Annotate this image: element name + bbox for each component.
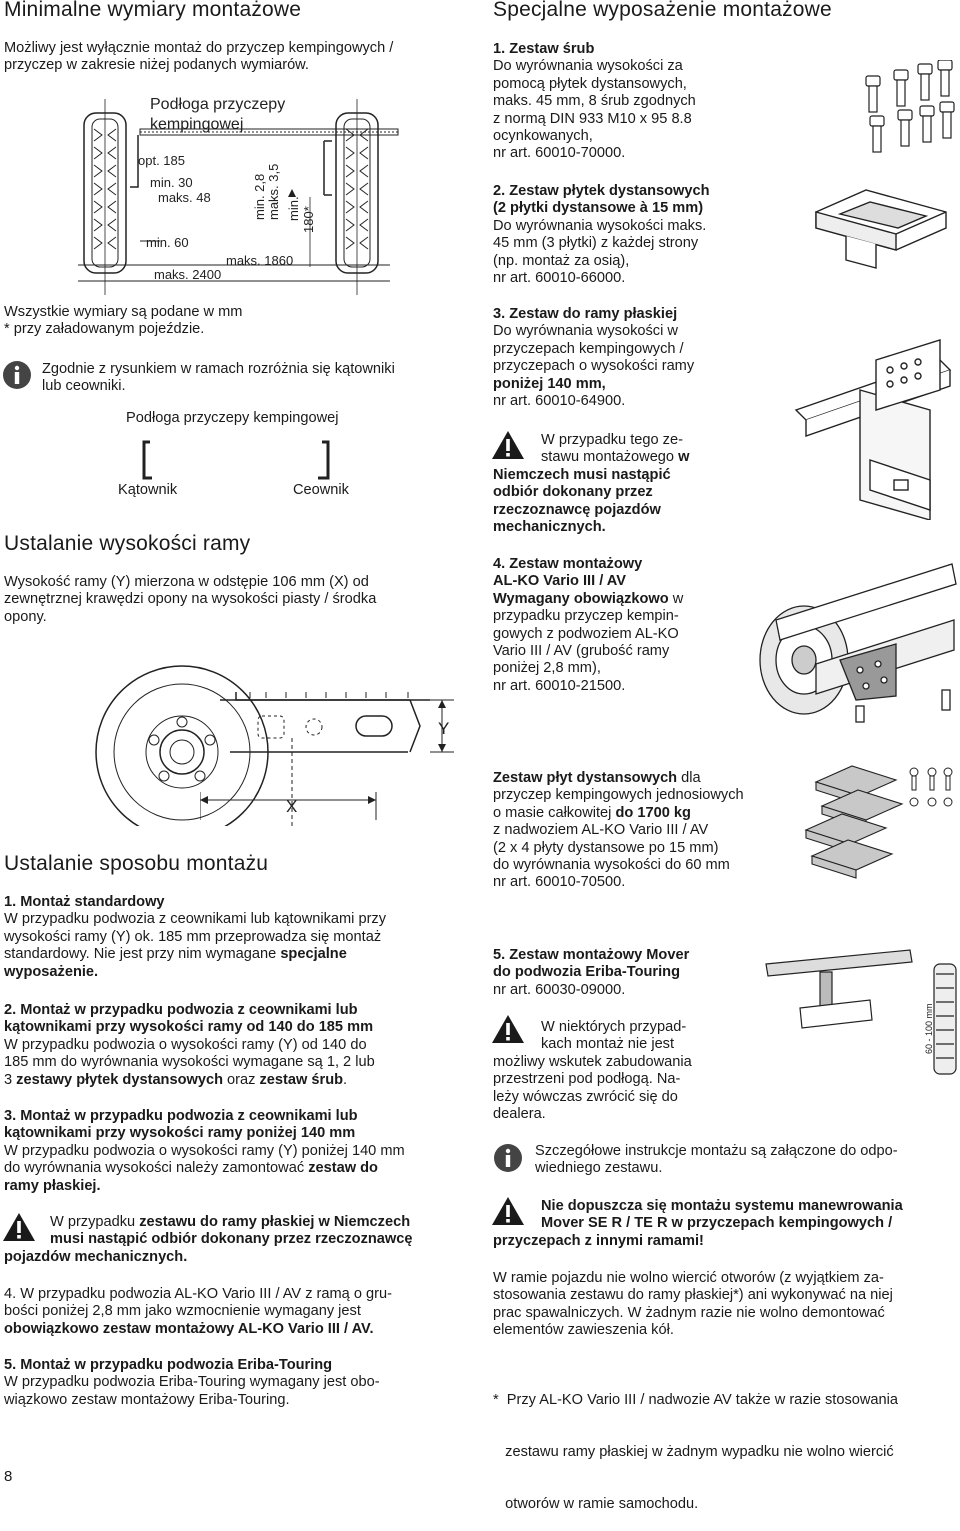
item-title: 5. Montaż w przypadku podwozia Eriba-Touring xyxy=(4,1357,333,1373)
text-part-bold: zestaw śrub xyxy=(259,1071,344,1088)
range-label: 60 - 100 mm xyxy=(924,1003,934,1054)
text-line: Do wyrównania wysokości za xyxy=(493,58,683,75)
text-line xyxy=(4,946,386,963)
item-title: 4. Zestaw montażowy xyxy=(493,556,643,572)
text-line: Mover SE R / TE R w przyczepach kempingowych / xyxy=(541,1215,893,1232)
text-line xyxy=(493,805,744,822)
text-line: maks. 45 mm, 8 śrub zgodnych xyxy=(493,93,696,110)
text-line: Niemczech musi nastąpić xyxy=(493,466,671,483)
text-line: z normą DIN 933 M10 x 95 8.8 xyxy=(493,110,692,127)
text-line: pomocą płytek dystansowych, xyxy=(493,75,687,92)
text-part: do wyrównania wysokości należy zamontować xyxy=(4,1160,309,1177)
item-title: do podwozia Eriba-Touring xyxy=(493,964,680,981)
dim-label: min. 2,8 xyxy=(252,173,267,220)
mounting-method-5 xyxy=(4,1357,380,1409)
text-part: oraz xyxy=(223,1071,260,1088)
warning-mover-kit xyxy=(493,1019,692,1123)
equipment-item-3 xyxy=(493,306,694,410)
item-title: 5. Zestaw montażowy Mover xyxy=(493,947,690,963)
info-icon xyxy=(2,360,32,390)
text-line: 4. W przypadku podwozia AL-KO Vario III / AV z ramą o gru- xyxy=(4,1286,392,1302)
warning-mover-frames xyxy=(493,1198,903,1250)
floor-label: Podłoga przyczepy xyxy=(150,96,286,113)
item-title: kątownikami przy wysokości ramy od 140 do 185 mm xyxy=(4,1019,374,1036)
info-line: Zgodnie z rysunkiem w ramach rozróżnia się kątowniki xyxy=(42,361,395,377)
mover-kit-illustration xyxy=(760,944,958,1076)
item-title: AL-KO Vario III / AV xyxy=(493,573,626,590)
text-line: nr art. 60010-70500. xyxy=(493,874,626,891)
text-line: bości poniżej 2,8 mm jako wzmocnienie wymagany jest xyxy=(4,1303,361,1320)
dimensions-diagram xyxy=(70,85,400,295)
text-line xyxy=(4,1214,413,1231)
text-line: * Przy AL-KO Vario III / nadwozie AV także w razie stosowania xyxy=(493,1391,899,1408)
text-line: mechanicznych. xyxy=(493,519,606,536)
text-line xyxy=(4,1072,375,1089)
vario-kit-illustration xyxy=(756,560,958,730)
text-line: otworów w ramie samochodu. xyxy=(493,1496,699,1513)
text-line: prac spawalniczych. W żadnym razie nie wolno demontować xyxy=(493,1304,885,1321)
text-line: obowiązkowo zestaw montażowy AL-KO Vario III / AV. xyxy=(4,1320,374,1337)
units-note xyxy=(4,304,242,339)
text-line: do wyrównania wysokości do 60 mm xyxy=(493,857,730,874)
item-title: 1. Zestaw śrub xyxy=(493,41,595,57)
text-part: standardowy. Nie jest przy nim wymagane xyxy=(4,946,281,963)
mounting-method-3 xyxy=(4,1108,405,1195)
text-line: z nadwoziem AL-KO Vario III / AV xyxy=(493,822,709,839)
text-line: elementów zawieszenia kół. xyxy=(493,1322,674,1339)
profile-channel-label: Ceownik xyxy=(293,482,349,498)
text-line: Do wyrównania wysokości w xyxy=(493,323,678,340)
info-profiles xyxy=(42,361,395,396)
footnote xyxy=(493,1357,898,1531)
text-line: stosowania zestawu do ramy płaskiej*) ani wykonywać na niej xyxy=(493,1287,893,1304)
floor-label: kempingowej xyxy=(150,116,244,133)
spacer-plate-illustration xyxy=(806,172,956,272)
mounting-method-text xyxy=(4,894,386,981)
text-line: zewnętrznej krawędzi opony na wysokości piasty / środka xyxy=(4,591,377,608)
section-title-min-dimensions: Minimalne wymiary montażowe xyxy=(4,0,302,21)
intro-text xyxy=(4,40,393,75)
text-line: Nie dopuszcza się montażu systemu manewrowania xyxy=(541,1198,903,1214)
item-title: 2. Montaż w przypadku podwozia z ceownikami lub xyxy=(4,1002,358,1018)
note-line: Wszystkie wymiary są podane w mm xyxy=(4,304,243,320)
warning-flat-frame xyxy=(4,1214,413,1266)
text-line: Szczegółowe instrukcje montażu są załączone do odpo- xyxy=(535,1143,898,1159)
profile-floor-label: Podłoga przyczepy kempingowej xyxy=(126,410,339,426)
text-line: opony. xyxy=(4,608,47,625)
text-line: przypadku przyczep kempin- xyxy=(493,608,679,625)
item-title: kątownikami przy wysokości ramy poniżej 140 mm xyxy=(4,1125,356,1142)
text-line: odbiór dokonany przez xyxy=(493,484,653,501)
note-line: * przy załadowanym pojeździe. xyxy=(4,321,205,338)
dim-label: min. xyxy=(286,196,301,221)
text-part: 3 xyxy=(4,1071,17,1088)
equipment-item-2 xyxy=(493,183,710,287)
item-title: (2 płytki dystansowe à 15 mm) xyxy=(493,200,704,217)
section-title-special-equipment: Specjalne wyposażenie montażowe xyxy=(493,0,832,21)
text-part-bold: w xyxy=(678,449,690,466)
text-part: stawu montażowego xyxy=(541,449,679,466)
profile-angle-label: Kątownik xyxy=(118,482,178,498)
text-line: zestawu ramy płaskiej w żadnym wypadku nie wolno wiercić xyxy=(493,1444,894,1461)
text-line: poniżej 2,8 mm), xyxy=(493,660,601,677)
info-detailed-instructions xyxy=(535,1143,898,1178)
label-y: Y xyxy=(438,719,450,738)
angle-profile xyxy=(144,442,152,478)
text-line: W przypadku podwozia Eriba-Touring wymagany jest obo- xyxy=(4,1374,380,1391)
equipment-item-1 xyxy=(493,41,696,163)
dim-label: maks. 2400 xyxy=(154,267,222,282)
warning-flat-frame-kit xyxy=(493,432,689,536)
x-dimension xyxy=(200,790,440,830)
channel-profile xyxy=(318,442,328,478)
hub xyxy=(160,730,204,774)
text-line: W przypadku tego ze- xyxy=(541,432,683,448)
text-line: wiązkowo zestaw montażowy Eriba-Touring. xyxy=(4,1391,290,1408)
text-line: przyczep kempingowych jednosiowych xyxy=(493,787,744,804)
text-line: W przypadku podwozia z ceownikami lub kątownikami przy xyxy=(4,911,387,928)
dim-label: maks. 48 xyxy=(158,190,211,205)
dim-label: maks. 1860 xyxy=(226,253,294,268)
text-line: przyczepach z innymi ramami! xyxy=(493,1232,704,1249)
intro-line: przyczep w zakresie niżej podanych wymiarów. xyxy=(4,57,309,74)
text-line xyxy=(4,1160,405,1177)
info-icon xyxy=(493,1143,523,1173)
item-title: 3. Zestaw do ramy płaskiej xyxy=(493,306,678,322)
text-line: Do wyrównania wysokości maks. xyxy=(493,217,707,234)
section-title-frame-height: Ustalanie wysokości ramy xyxy=(4,532,251,555)
text-line: (np. montaż za osią), xyxy=(493,252,630,269)
text-line: nr art. 60010-21500. xyxy=(493,677,626,694)
dim-label: maks. 3,5 xyxy=(266,163,281,220)
mounting-method-2 xyxy=(4,1002,375,1089)
text-line: nr art. 60010-66000. xyxy=(493,270,626,287)
text-line: przyczepach o wysokości ramy xyxy=(493,358,695,375)
bolt-set-illustration xyxy=(860,60,956,160)
dim-label: 180* xyxy=(301,206,316,233)
text-line: wiedniego zestawu. xyxy=(535,1160,663,1177)
text-part-bold: specjalne xyxy=(280,946,347,963)
page-number: 8 xyxy=(4,1468,13,1485)
text-line: W niektórych przypad- xyxy=(541,1019,687,1035)
text-line: W ramie pojazdu nie wolno wiercić otworów (z wyjątkiem za- xyxy=(493,1270,884,1286)
equipment-item-4 xyxy=(493,556,683,695)
text-part: W przypadku xyxy=(50,1214,140,1230)
text-part-bold: Wymagany obowiązkowo xyxy=(493,590,669,607)
equipment-item-5 xyxy=(493,770,744,892)
text-line: poniżej 140 mm, xyxy=(493,375,606,392)
label-x: X xyxy=(286,797,298,816)
text-line: ocynkowanych, xyxy=(493,128,593,145)
equipment-item-6 xyxy=(493,947,689,999)
dim-label: opt. 185 xyxy=(138,153,185,168)
text-line: Wysokość ramy (Y) mierzona w odstępie 106 mm (X) od xyxy=(4,574,369,590)
text-line: wyposażenie. xyxy=(4,963,99,980)
text-part: o masie całkowitej xyxy=(493,804,616,821)
profiles-diagram xyxy=(140,440,340,480)
text-line: Vario III / AV (grubość ramy xyxy=(493,643,670,660)
mounting-method-4 xyxy=(4,1286,392,1338)
drilling-note xyxy=(493,1270,893,1340)
text-line: nr art. 60010-70000. xyxy=(493,145,626,162)
text-line xyxy=(493,591,683,608)
frame-height-text xyxy=(4,574,376,626)
text-part-bold: zestawu do ramy płaskiej w Niemczech xyxy=(139,1214,411,1230)
item-title: 3. Montaż w przypadku podwozia z ceownikami lub xyxy=(4,1108,358,1124)
text-line: przestrzeni pod podłogą. Na- xyxy=(493,1071,681,1088)
text-line: wysokości ramy (Y) ok. 185 mm przeprowadza się montaż xyxy=(4,928,382,945)
text-line: gowych z podwoziem AL-KO xyxy=(493,625,679,642)
article-number: nr art. 60010-64900. xyxy=(493,393,626,410)
text-part-bold: Zestaw płyt dystansowych xyxy=(493,770,678,786)
text-line: dealera. xyxy=(493,1106,546,1123)
text-part: . xyxy=(343,1071,348,1088)
intro-line: Możliwy jest wyłącznie montaż do przyczep kempingowych / xyxy=(4,40,394,56)
spacer-plates-stack-illustration xyxy=(796,762,958,894)
text-line: (2 x 4 płyty dystansowe po 15 mm) xyxy=(493,839,719,856)
section-title-mounting-method: Ustalanie sposobu montażu xyxy=(4,852,269,875)
info-line: lub ceowniki. xyxy=(42,378,126,395)
text-part: w xyxy=(668,590,684,607)
text-line: ramy płaskiej. xyxy=(4,1177,101,1194)
text-line: możliwy wskutek zabudowania xyxy=(493,1053,692,1070)
text-line: przyczepach kempingowych / xyxy=(493,340,684,357)
text-part-bold: zestaw do xyxy=(308,1160,378,1177)
text-line: 185 mm do wyrównania wysokości wymagane są 1, 2 lub xyxy=(4,1054,375,1071)
text-line: rzeczoznawcę pojazdów xyxy=(493,501,661,518)
text-line: W przypadku podwozia o wysokości ramy (Y) od 140 do xyxy=(4,1036,367,1053)
text-line xyxy=(493,449,689,466)
text-line: pojazdów mechanicznych. xyxy=(4,1248,188,1265)
text-line: 45 mm (3 płytki) z każdej strony xyxy=(493,235,699,252)
text-line: leży wówczas zwrócić się do xyxy=(493,1088,678,1105)
text-part-bold: do 1700 kg xyxy=(615,804,691,821)
dim-label: min. 60 xyxy=(146,235,189,250)
flat-frame-kit-illustration xyxy=(790,320,958,520)
text-line: kach montaż nie jest xyxy=(541,1036,675,1053)
article-number: nr art. 60030-09000. xyxy=(493,981,626,998)
text-part: dla xyxy=(677,770,701,786)
text-part-bold: zestawy płytek dystansowych xyxy=(16,1071,223,1088)
dim-label: min. 30 xyxy=(150,175,193,190)
text-line: W przypadku podwozia o wysokości ramy (Y) poniżej 140 mm xyxy=(4,1142,405,1159)
item-title: 2. Zestaw płytek dystansowych xyxy=(493,183,710,199)
item-title: 1. Montaż standardowy xyxy=(4,894,165,910)
text-line: musi nastąpić odbiór dokonany przez rzeczoznawcę xyxy=(50,1231,413,1248)
text-line xyxy=(493,770,744,787)
